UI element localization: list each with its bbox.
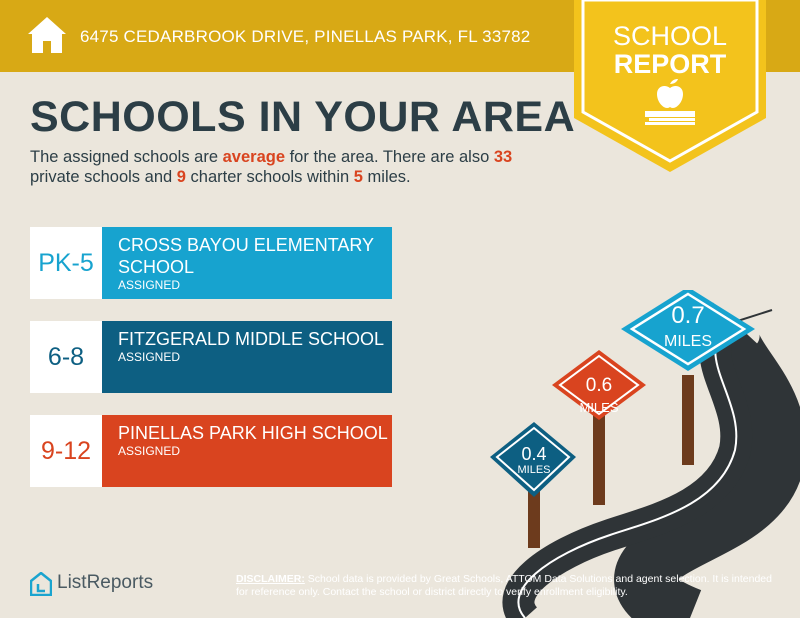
- badge-line-1: SCHOOL: [612, 21, 728, 51]
- sign-unit: MILES: [579, 400, 619, 415]
- intro-text: for the area. There are also: [285, 148, 494, 166]
- intro-text: charter schools within: [185, 168, 354, 186]
- disclaimer-label: DISCLAIMER:: [236, 573, 305, 585]
- listreports-logo[interactable]: [30, 570, 200, 600]
- intro-text: The assigned schools are: [30, 148, 223, 166]
- school-status: ASSIGNED: [118, 350, 181, 364]
- school-status: ASSIGNED: [118, 278, 181, 292]
- school-info: [102, 415, 392, 487]
- home-icon: [27, 16, 67, 54]
- badge-title: [574, 22, 766, 78]
- school-card-elementary[interactable]: [30, 227, 392, 299]
- disclaimer-text: School data is provided by Great Schools, ATTOM Data Solutions and agent selection. It is intended for reference only. Contact the school or district directly to verify enrollment eligibility.: [236, 573, 772, 598]
- distance-sign-0.4: [490, 422, 576, 497]
- intro-text: miles.: [362, 168, 411, 186]
- charter-count: 9: [176, 168, 186, 186]
- property-address: 6475 CEDARBROOK DRIVE, PINELLAS PARK, FL 33782: [80, 27, 531, 46]
- intro-text: private schools and: [30, 168, 177, 186]
- page-title: SCHOOLS IN YOUR AREA: [30, 93, 576, 141]
- sign-unit: MILES: [663, 333, 713, 350]
- school-info: [102, 321, 392, 393]
- rating-highlight: average: [222, 148, 286, 166]
- grade-range: 6-8: [30, 321, 102, 393]
- school-card-high[interactable]: [30, 415, 392, 487]
- private-count: 33: [493, 148, 513, 166]
- road-signs-illustration: [480, 290, 800, 618]
- sign-unit: MILES: [517, 464, 551, 476]
- sign-value: 0.6: [585, 375, 613, 396]
- listreports-logo-icon: [30, 572, 52, 596]
- disclaimer: [236, 573, 776, 599]
- sign-post: [528, 490, 540, 548]
- school-info: [102, 227, 392, 299]
- sign-post: [682, 375, 694, 465]
- school-name: PINELLAS PARK HIGH SCHOOL: [118, 423, 388, 443]
- school-card-middle[interactable]: [30, 321, 392, 393]
- radius-miles: 5: [353, 168, 363, 186]
- school-name: FITZGERALD MIDDLE SCHOOL: [118, 329, 385, 349]
- distance-sign-0.6: [552, 350, 646, 420]
- sign-post: [593, 415, 605, 505]
- intro-paragraph: [30, 147, 550, 187]
- apple-books-icon: [641, 78, 699, 126]
- school-status: ASSIGNED: [118, 444, 181, 458]
- school-name: CROSS BAYOU ELEMENTARY SCHOOL: [118, 235, 374, 277]
- badge-line-2: REPORT: [613, 49, 727, 79]
- sign-value: 0.4: [521, 444, 547, 464]
- sign-value: 0.7: [671, 302, 705, 329]
- grade-range: 9-12: [30, 415, 102, 487]
- grade-range: PK-5: [30, 227, 102, 299]
- brand-name: ListReports: [57, 572, 154, 593]
